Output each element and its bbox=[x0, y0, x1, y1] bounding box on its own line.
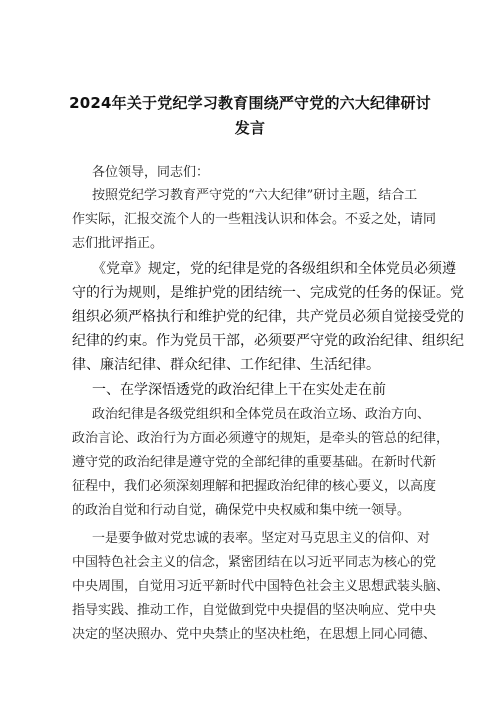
loyalty-line: 中央周围，自觉用习近平新时代中国特色社会主义思想武装头脑、 bbox=[72, 579, 450, 594]
intro-line: 志们批评指正。 bbox=[72, 236, 164, 251]
political-line: 遵守党的政治纪律是遵守党的全部纪律的重要基础。在新时代新 bbox=[72, 455, 437, 470]
intro-line: 按照党纪学习教育严守党的“六大纪律”研讨主题，结合工 bbox=[92, 188, 418, 203]
document-title-line-1: 2024年关于党纪学习教育围绕严守党的六大纪律研讨 bbox=[69, 94, 431, 112]
political-line: 政治言论、政治行为方面必须遵守的规矩，是牵头的管总的纪律， bbox=[72, 431, 450, 446]
charter-line: 纪律的约束。作为党员干部，必须要严守党的政治纪律、组织纪 bbox=[72, 333, 464, 349]
loyalty-line: 指导实践、推动工作，自觉做到党中央提倡的坚决响应、党中央 bbox=[72, 603, 437, 618]
political-line: 政治纪律是各级党组织和全体党员在政治立场、政治方向、 bbox=[92, 407, 431, 422]
loyalty-line: 一是要争做对党忠诚的表率。坚定对马克思主义的信仰、对 bbox=[92, 531, 431, 546]
charter-line: 《党章》规定，党的纪律是党的各级组织和全体党员必须遵 bbox=[92, 261, 456, 277]
political-line: 征程中，我们必须深刻理解和把握政治纪律的核心要义，以高度 bbox=[72, 479, 437, 494]
charter-line: 组织必须严格执行和维护党的纪律，共产党员必须自觉接受党的 bbox=[72, 309, 464, 325]
salutation: 各位领导，同志们： bbox=[92, 165, 210, 180]
intro-line: 作实际，汇报交流个人的一些粗浅认识和体会。不妥之处，请同 bbox=[72, 212, 437, 227]
charter-line: 律、廉洁纪律、群众纪律、工作纪律、生活纪律。 bbox=[72, 357, 380, 373]
loyalty-line: 中国特色社会主义的信念，紧密团结在以习近平同志为核心的党 bbox=[72, 555, 437, 570]
loyalty-line: 决定的坚决照办、党中央禁止的坚决杜绝，在思想上同心同德、 bbox=[72, 627, 437, 642]
section-heading-political: 一、在学深悟透党的政治纪律上干在实处走在前 bbox=[92, 382, 386, 398]
document-title-line-2: 发言 bbox=[234, 119, 266, 137]
charter-line: 守的行为规则，是维护党的团结统一、完成党的任务的保证。党 bbox=[72, 285, 464, 301]
political-line: 的政治自觉和行动自觉，确保党中央权威和集中统一领导。 bbox=[72, 503, 411, 518]
